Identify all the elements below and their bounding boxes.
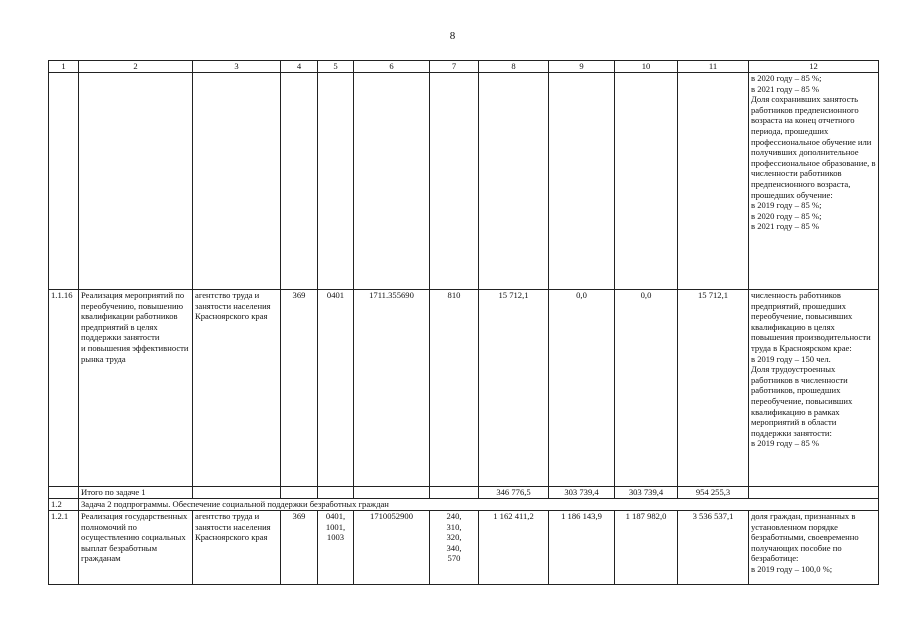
header-col-6: 6 bbox=[354, 61, 430, 73]
csr-code: 1710052900 bbox=[354, 511, 430, 585]
empty-cell bbox=[318, 73, 354, 290]
header-col-1: 1 bbox=[49, 61, 79, 73]
table-row-1-2-1 bbox=[49, 511, 879, 585]
amount-total: 15 712,1 bbox=[678, 290, 749, 487]
table-row-continuation bbox=[49, 73, 879, 290]
program-measures-table bbox=[48, 60, 879, 585]
table-header-row bbox=[49, 61, 879, 73]
measure-name: Реализация мероприятий по переобучению, повышению квалификации работников предприятий в целях поддержки занятости и повышения эффективности рынка труда bbox=[79, 290, 193, 487]
rzpr-code: 0401, 1001, 1003 bbox=[318, 511, 354, 585]
empty-cell bbox=[430, 487, 479, 499]
header-col-8: 8 bbox=[479, 61, 549, 73]
header-col-12: 12 bbox=[749, 61, 879, 73]
table-row-total-task-1 bbox=[49, 487, 879, 499]
rzpr-code: 0401 bbox=[318, 290, 354, 487]
indicators-cell: в 2020 году – 85 %; в 2021 году – 85 % Доля сохранивших занятость работников предпенсионного возраста на конец отчетного периода, прошедших профессиональное обучение или получивших дополнительное профессиональное образование, в численности работников предпенсионного возраста, прошедших обучение: в 2019 году – 85 %; в 2020 году – 85 %; в 2021 году – 85 % bbox=[749, 73, 879, 290]
executor-cell: агентство труда и занятости населения Красноярского края bbox=[193, 290, 281, 487]
amount-2021: 0,0 bbox=[615, 290, 678, 487]
empty-cell bbox=[430, 73, 479, 290]
total-label: Итого по задаче 1 bbox=[79, 487, 193, 499]
page-number: 8 bbox=[449, 30, 456, 42]
row-number: 1.1.16 bbox=[49, 290, 79, 487]
empty-cell bbox=[549, 73, 615, 290]
amount-2020: 1 186 143,9 bbox=[549, 511, 615, 585]
header-col-9: 9 bbox=[549, 61, 615, 73]
empty-cell bbox=[281, 487, 318, 499]
empty-cell bbox=[49, 73, 79, 290]
indicators-cell: численность работников предприятий, прошедших переобучение, повысивших квалификацию в целях повышения производительности труда в Красноярском крае: в 2019 году – 150 чел. Доля трудоустроенных работников в численности работников, прошедших переобучение, повысивших квалификацию в рамках мероприятий в области поддержки занятости: в 2019 году – 85 % bbox=[749, 290, 879, 487]
header-col-2: 2 bbox=[79, 61, 193, 73]
empty-cell bbox=[615, 73, 678, 290]
header-col-10: 10 bbox=[615, 61, 678, 73]
empty-cell bbox=[749, 487, 879, 499]
amount-total: 3 536 537,1 bbox=[678, 511, 749, 585]
section-title: Задача 2 подпрограммы. Обеспечение социальной поддержки безработных граждан bbox=[79, 499, 879, 511]
grbs-code: 369 bbox=[281, 511, 318, 585]
indicators-cell: доля граждан, признанных в установленном порядке безработными, своевременно получающих пособие по безработице: в 2019 году – 100,0 %; bbox=[749, 511, 879, 585]
empty-cell bbox=[479, 73, 549, 290]
header-col-3: 3 bbox=[193, 61, 281, 73]
total-2020: 303 739,4 bbox=[549, 487, 615, 499]
header-col-7: 7 bbox=[430, 61, 479, 73]
empty-cell bbox=[79, 73, 193, 290]
amount-2019: 1 162 411,2 bbox=[479, 511, 549, 585]
header-col-4: 4 bbox=[281, 61, 318, 73]
executor-cell: агентство труда и занятости населения Красноярского края bbox=[193, 511, 281, 585]
empty-cell bbox=[281, 73, 318, 290]
amount-2019: 15 712,1 bbox=[479, 290, 549, 487]
vr-code: 810 bbox=[430, 290, 479, 487]
table-row-1-1-16 bbox=[49, 290, 879, 487]
header-col-5: 5 bbox=[318, 61, 354, 73]
amount-2021: 1 187 982,0 bbox=[615, 511, 678, 585]
grbs-code: 369 bbox=[281, 290, 318, 487]
csr-code: 1711.355690 bbox=[354, 290, 430, 487]
empty-cell bbox=[193, 73, 281, 290]
table-row-task-2-heading bbox=[49, 499, 879, 511]
total-2021: 303 739,4 bbox=[615, 487, 678, 499]
row-number: 1.2.1 bbox=[49, 511, 79, 585]
amount-2020: 0,0 bbox=[549, 290, 615, 487]
vr-code: 240, 310, 320, 340, 570 bbox=[430, 511, 479, 585]
total-2019: 346 776,5 bbox=[479, 487, 549, 499]
section-number: 1.2 bbox=[49, 499, 79, 511]
header-col-11: 11 bbox=[678, 61, 749, 73]
empty-cell bbox=[678, 73, 749, 290]
empty-cell bbox=[49, 487, 79, 499]
empty-cell bbox=[193, 487, 281, 499]
empty-cell bbox=[354, 487, 430, 499]
empty-cell bbox=[354, 73, 430, 290]
measure-name: Реализация государственных полномочий по осуществлению социальных выплат безработным гражданам bbox=[79, 511, 193, 585]
total-sum: 954 255,3 bbox=[678, 487, 749, 499]
empty-cell bbox=[318, 487, 354, 499]
